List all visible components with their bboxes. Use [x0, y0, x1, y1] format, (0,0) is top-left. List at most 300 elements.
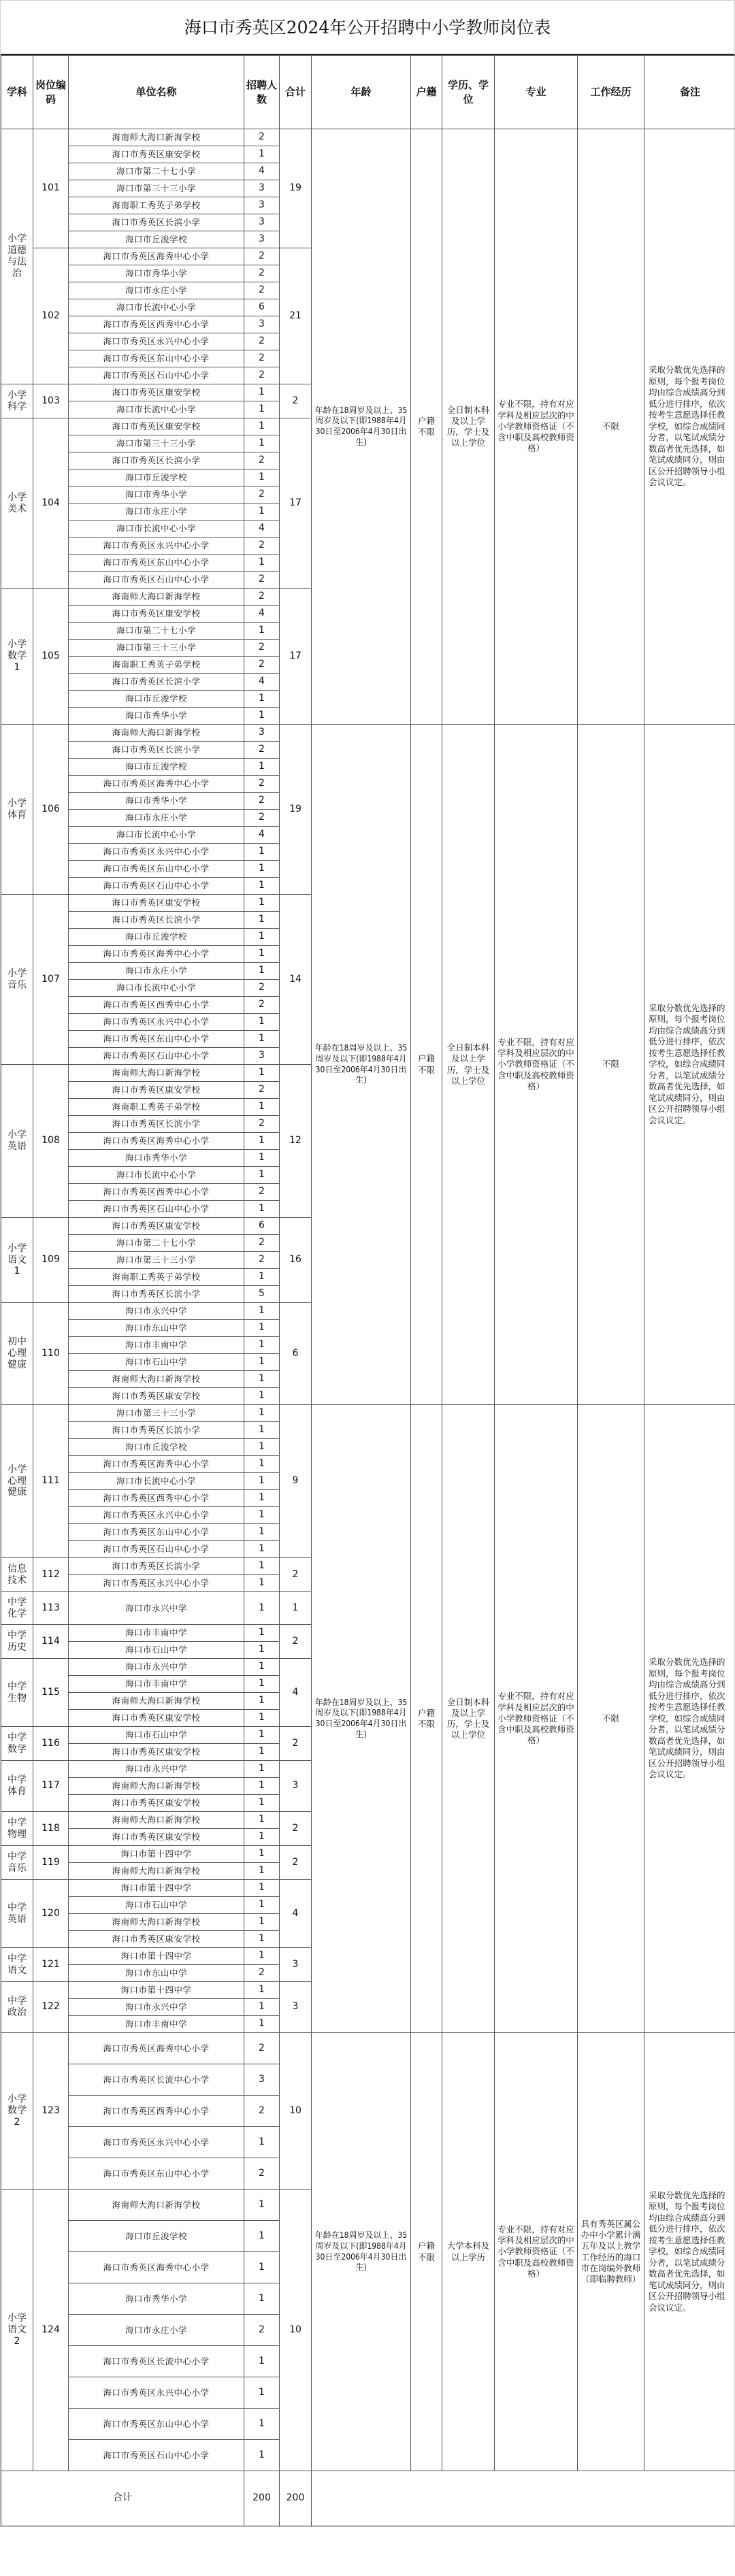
recruit-count: 1	[244, 435, 280, 452]
subject-label: 小学音乐	[7, 968, 27, 991]
unit-name: 海口市第二十七小学	[69, 623, 244, 640]
recruit-count: 4	[244, 163, 280, 180]
unit-name: 海口市秀英区长滨小学	[69, 214, 244, 231]
unit-name: 海口市秀英区海秀中心小学	[69, 946, 244, 963]
recruit-count: 1	[244, 1167, 280, 1184]
recruit-count: 1	[244, 1371, 280, 1388]
recruit-count: 4	[244, 827, 280, 844]
recruit-count: 1	[244, 1337, 280, 1354]
subject-label: 小学心理健康	[7, 1464, 27, 1498]
unit-name: 海口市秀英区永兴中心小学	[69, 333, 244, 350]
unit-name: 海口市秀英区康安学校	[69, 1218, 244, 1235]
subject-label: 小学美术	[7, 491, 27, 514]
recruit-count: 1	[244, 1065, 280, 1082]
unit-name: 海南职工秀英子弟学校	[69, 197, 244, 214]
recruit-count: 1	[244, 1133, 280, 1150]
unit-name: 海口市秀英区石山中心小学	[69, 572, 244, 589]
recruit-count: 1	[244, 1710, 280, 1727]
unit-name: 海口市秀英区西秀中心小学	[69, 316, 244, 333]
unit-name: 海口市秀英区长滨小学	[69, 1286, 244, 1303]
recruit-count: 3	[244, 725, 280, 742]
subject-label: 中学化学	[7, 1596, 27, 1619]
unit-name: 海口市秀英区永兴中心小学	[69, 1575, 244, 1592]
post-total: 2	[280, 1625, 312, 1659]
recruit-count: 2	[244, 333, 280, 350]
unit-name: 海口市永庄小学	[69, 2315, 244, 2346]
post-total: 19	[280, 129, 312, 248]
unit-name: 海南师大海口新海学校	[69, 1778, 244, 1795]
post-code: 104	[33, 418, 69, 589]
household-requirement: 户籍不限	[411, 1405, 442, 2033]
experience-requirement: 具有秀英区属公办中小学累计满五年及以上教学工作经历的海口市在岗编外教师（即临聘教师）	[578, 2033, 644, 2471]
subject-label: 小学体育	[7, 797, 27, 821]
unit-name: 海口市秀英区康安学校	[69, 384, 244, 401]
footer-recruit-total: 200	[244, 2471, 280, 2526]
recruit-count: 1	[244, 844, 280, 861]
recruit-count: 2	[244, 2158, 280, 2190]
table-row	[1, 129, 735, 146]
subject-label: 中学语文	[7, 1953, 27, 1976]
subject-cell	[1, 1982, 33, 2033]
post-code: 117	[33, 1761, 69, 1812]
recruit-count: 2	[244, 282, 280, 299]
unit-name: 海口市秀英区长滨小学	[69, 1422, 244, 1439]
unit-name: 海口市永庄小学	[69, 282, 244, 299]
post-total: 2	[280, 384, 312, 418]
unit-name: 海口市永兴中学	[69, 1303, 244, 1320]
recruit-count: 1	[244, 878, 280, 895]
post-total: 1	[280, 1592, 312, 1625]
header-age: 年龄	[312, 56, 411, 129]
subject-cell	[1, 2033, 33, 2190]
recruit-count: 1	[244, 1812, 280, 1829]
post-total: 3	[280, 1982, 312, 2033]
unit-name: 海南师大海口新海学校	[69, 2190, 244, 2221]
subject-cell	[1, 1761, 33, 1812]
post-total: 2	[280, 1812, 312, 1846]
subject-label: 中学物理	[7, 1817, 27, 1840]
post-code: 110	[33, 1303, 69, 1405]
recruit-count: 1	[244, 401, 280, 418]
unit-name: 海南职工秀英子弟学校	[69, 1269, 244, 1286]
recruit-count: 2	[244, 1965, 280, 1982]
recruit-count: 6	[244, 1218, 280, 1235]
recruit-count: 2	[244, 2096, 280, 2127]
recruit-count: 1	[244, 963, 280, 980]
recruit-count: 1	[244, 2440, 280, 2471]
recruit-count: 6	[244, 299, 280, 316]
unit-name: 海口市永庄小学	[69, 810, 244, 827]
recruit-count: 1	[244, 1744, 280, 1761]
subject-cell	[1, 1405, 33, 1558]
unit-name: 海口市永兴中学	[69, 1761, 244, 1778]
subject-label: 中学音乐	[7, 1851, 27, 1874]
recruit-count: 1	[244, 1829, 280, 1846]
unit-name: 海口市秀英区石山中心小学	[69, 1048, 244, 1065]
unit-name: 海口市丰南中学	[69, 1337, 244, 1354]
post-code: 123	[33, 2033, 69, 2190]
recruit-count: 1	[244, 1727, 280, 1744]
unit-name: 海口市秀英区海秀中心小学	[69, 248, 244, 265]
subject-label: 中学生物	[7, 1681, 27, 1704]
unit-name: 海口市秀华小学	[69, 708, 244, 725]
recruit-count: 1	[244, 895, 280, 912]
unit-name: 海口市丘浚学校	[69, 469, 244, 486]
header-household: 户籍	[411, 56, 442, 129]
major-requirement: 专业不限，持有对应学科及相应层次的中小学教师资格证（不含中职及高校教师资格）	[495, 2033, 578, 2471]
subject-label: 中学数学	[7, 1732, 27, 1755]
subject-cell	[1, 1065, 33, 1218]
unit-name: 海口市秀英区永兴中心小学	[69, 2127, 244, 2158]
unit-name: 海口市秀英区康安学校	[69, 1388, 244, 1405]
recruit-count: 1	[244, 1269, 280, 1286]
unit-name: 海口市秀英区海秀中心小学	[69, 2033, 244, 2064]
recruit-count: 2	[244, 1082, 280, 1099]
post-total: 2	[280, 1558, 312, 1592]
subject-cell	[1, 418, 33, 589]
post-total: 9	[280, 1405, 312, 1558]
post-total: 17	[280, 418, 312, 589]
subject-cell	[1, 1625, 33, 1659]
recruit-count: 1	[244, 1099, 280, 1116]
recruit-count: 1	[244, 1558, 280, 1575]
recruit-count: 3	[244, 180, 280, 197]
unit-name: 海口市秀英区康安学校	[69, 146, 244, 163]
post-code: 109	[33, 1218, 69, 1303]
post-total: 19	[280, 725, 312, 895]
recruit-count: 2	[244, 1184, 280, 1201]
household-requirement: 户籍不限	[411, 725, 442, 1405]
recruit-count: 1	[244, 2409, 280, 2440]
recruit-count: 2	[244, 589, 280, 606]
recruit-count: 1	[244, 2377, 280, 2409]
subject-label: 中学政治	[7, 1996, 27, 2018]
post-total: 6	[280, 1303, 312, 1405]
unit-name: 海口市秀英区永兴中心小学	[69, 538, 244, 555]
subject-cell	[1, 1846, 33, 1880]
header-education: 学历、学位	[442, 56, 495, 129]
subject-cell	[1, 895, 33, 1065]
recruit-count: 1	[244, 1897, 280, 1914]
post-code: 124	[33, 2190, 69, 2471]
recruit-count: 1	[244, 2016, 280, 2033]
recruit-count: 4	[244, 606, 280, 623]
header-unit-name: 单位名称	[69, 56, 244, 129]
unit-name: 海口市秀英区永兴中心小学	[69, 844, 244, 861]
unit-name: 海口市秀英区石山中心小学	[69, 878, 244, 895]
recruit-count: 1	[244, 503, 280, 521]
recruit-count: 1	[244, 1507, 280, 1524]
recruit-count: 1	[244, 146, 280, 163]
household-requirement: 户籍不限	[411, 2033, 442, 2471]
unit-name: 海口市秀英区西秀中心小学	[69, 1184, 244, 1201]
unit-name: 海口市秀英区海秀中心小学	[69, 1133, 244, 1150]
post-code: 120	[33, 1880, 69, 1948]
post-total: 16	[280, 1218, 312, 1303]
unit-name: 海口市秀华小学	[69, 793, 244, 810]
recruit-count: 1	[244, 2252, 280, 2283]
footer-empty	[312, 2471, 735, 2526]
unit-name: 海南师大海口新海学校	[69, 129, 244, 146]
recruit-count: 1	[244, 2221, 280, 2252]
recruit-count: 1	[244, 929, 280, 946]
post-code: 111	[33, 1405, 69, 1558]
post-code: 101	[33, 129, 69, 248]
post-total: 2	[280, 1727, 312, 1761]
unit-name: 海口市长流中心小学	[69, 521, 244, 538]
recruit-count: 2	[244, 793, 280, 810]
unit-name: 海口市秀英区康安学校	[69, 1710, 244, 1727]
recruit-count: 1	[244, 1541, 280, 1558]
unit-name: 海口市丘浚学校	[69, 691, 244, 708]
post-total: 10	[280, 2190, 312, 2471]
recruit-count: 2	[244, 776, 280, 793]
recruit-count: 2	[244, 538, 280, 555]
post-total: 4	[280, 1659, 312, 1727]
unit-name: 海口市秀英区长流中心小学	[69, 2064, 244, 2096]
unit-name: 海南师大海口新海学校	[69, 1812, 244, 1829]
education-requirement: 全日制本科及以上学历，学士及以上学位	[442, 1405, 495, 2033]
unit-name: 海口市长流中心小学	[69, 980, 244, 997]
unit-name: 海口市长流中心小学	[69, 1167, 244, 1184]
unit-name: 海口市长流中心小学	[69, 827, 244, 844]
recruit-count: 2	[244, 350, 280, 367]
recruit-count: 1	[244, 1354, 280, 1371]
unit-name: 海口市永庄小学	[69, 503, 244, 521]
recruit-count: 1	[244, 1795, 280, 1812]
subject-label: 小学道德与法治	[7, 233, 27, 279]
unit-name: 海口市秀英区永兴中心小学	[69, 2377, 244, 2409]
recruit-count: 1	[244, 1201, 280, 1218]
unit-name: 海口市秀英区长滨小学	[69, 912, 244, 929]
recruit-count: 1	[244, 1490, 280, 1507]
unit-name: 海口市第二十七小学	[69, 1235, 244, 1252]
unit-name: 海口市秀英区西秀中心小学	[69, 1490, 244, 1507]
header-notes: 备注	[644, 56, 735, 129]
subject-label: 信息技术	[7, 1563, 27, 1586]
unit-name: 海口市秀华小学	[69, 265, 244, 282]
notes-cell: 采取分数优先选择的原则，每个报考岗位均由综合成绩高分到低分进行排序，依次按考生意愿选择任教学校，如综合成绩同分者，以笔试成绩分数高者优先选择，如笔试成绩同分，则由区公开招聘领导小组会议议定。	[644, 725, 735, 1405]
subject-label: 小学数学1	[7, 639, 27, 673]
post-code: 115	[33, 1659, 69, 1727]
unit-name: 海口市永兴中学	[69, 1592, 244, 1625]
post-total: 14	[280, 895, 312, 1065]
recruit-count: 2	[244, 129, 280, 146]
header-subject: 学科	[1, 56, 33, 129]
post-code: 108	[33, 1065, 69, 1218]
recruit-count: 2	[244, 248, 280, 265]
unit-name: 海南师大海口新海学校	[69, 1914, 244, 1931]
subject-cell	[1, 2190, 33, 2471]
unit-name: 海南师大海口新海学校	[69, 1863, 244, 1880]
unit-name: 海口市秀英区石山中心小学	[69, 1541, 244, 1558]
age-requirement: 年龄在18周岁及以上、35周岁及以下(即1988年4月30日至2006年4月30日出生)	[312, 2033, 411, 2471]
unit-name: 海口市秀英区海秀中心小学	[69, 2252, 244, 2283]
unit-name: 海口市丘浚学校	[69, 2221, 244, 2252]
recruit-count: 1	[244, 1473, 280, 1490]
unit-name: 海口市东山中学	[69, 1320, 244, 1337]
subject-label: 中学体育	[7, 1774, 27, 1797]
table-body	[1, 129, 735, 2471]
unit-name: 海口市永庄小学	[69, 963, 244, 980]
unit-name: 海口市秀英区西秀中心小学	[69, 997, 244, 1014]
unit-name: 海口市秀英区长滨小学	[69, 674, 244, 691]
recruit-count: 2	[244, 1252, 280, 1269]
recruit-count: 2	[244, 1235, 280, 1252]
education-requirement: 大学本科及以上学历	[442, 2033, 495, 2471]
subject-cell	[1, 1659, 33, 1727]
recruit-count: 1	[244, 1846, 280, 1863]
unit-name: 海口市秀英区长滨小学	[69, 1558, 244, 1575]
unit-name: 海口市秀英区东山中心小学	[69, 555, 244, 572]
unit-name: 海口市石山中学	[69, 1727, 244, 1744]
education-requirement: 全日制本科及以上学历，学士及以上学位	[442, 725, 495, 1405]
unit-name: 海口市东山中学	[69, 1965, 244, 1982]
unit-name: 海口市秀英区石山中心小学	[69, 367, 244, 384]
recruit-count: 1	[244, 2127, 280, 2158]
post-code: 121	[33, 1948, 69, 1982]
post-code: 114	[33, 1625, 69, 1659]
recruit-count: 1	[244, 1456, 280, 1473]
footer-grand-total: 200	[280, 2471, 312, 2526]
recruit-count: 1	[244, 1982, 280, 1999]
subject-label: 初中心理健康	[7, 1336, 27, 1370]
unit-name: 海口市第三十三小学	[69, 1252, 244, 1269]
unit-name: 海南职工秀英子弟学校	[69, 1099, 244, 1116]
unit-name: 海口市秀英区东山中心小学	[69, 1031, 244, 1048]
recruit-count: 2	[244, 572, 280, 589]
unit-name: 海口市秀英区东山中心小学	[69, 1524, 244, 1541]
subject-cell	[1, 1218, 33, 1303]
unit-name: 海口市秀英区康安学校	[69, 1082, 244, 1099]
age-requirement: 年龄在18周岁及以上、35周岁及以下(即1988年4月30日至2006年4月30日出生)	[312, 129, 411, 725]
unit-name: 海口市第三十三小学	[69, 435, 244, 452]
subject-cell	[1, 1558, 33, 1592]
recruit-count: 1	[244, 1914, 280, 1931]
unit-name: 海口市长流中心小学	[69, 1473, 244, 1490]
post-code: 113	[33, 1592, 69, 1625]
post-total: 3	[280, 1948, 312, 1982]
recruit-count: 2	[244, 640, 280, 657]
post-code: 106	[33, 725, 69, 895]
recruit-count: 3	[244, 197, 280, 214]
post-code: 103	[33, 384, 69, 418]
major-requirement: 专业不限，持有对应学科及相应层次的中小学教师资格证（不含中职及高校教师资格）	[495, 1405, 578, 2033]
unit-name: 海口市第三十三小学	[69, 180, 244, 197]
unit-name: 海口市第二十七小学	[69, 163, 244, 180]
unit-name: 海口市丘浚学校	[69, 759, 244, 776]
unit-name: 海口市秀英区康安学校	[69, 1931, 244, 1948]
table-row	[1, 1405, 735, 1422]
age-requirement: 年龄在18周岁及以上、35周岁及以下(即1988年4月30日至2006年4月30日出生)	[312, 725, 411, 1405]
unit-name: 海口市秀英区长滨小学	[69, 1116, 244, 1133]
post-total: 12	[280, 1065, 312, 1218]
table-row	[1, 725, 735, 742]
recruit-count: 2	[244, 452, 280, 469]
unit-name: 海口市第三十三小学	[69, 1405, 244, 1422]
unit-name: 海口市秀英区康安学校	[69, 418, 244, 435]
post-total: 17	[280, 589, 312, 725]
recruit-count: 4	[244, 674, 280, 691]
recruit-count: 2	[244, 657, 280, 674]
post-total: 10	[280, 2033, 312, 2190]
subject-label: 中学英语	[7, 1902, 27, 1925]
recruit-count: 1	[244, 555, 280, 572]
unit-name: 海口市秀英区东山中心小学	[69, 861, 244, 878]
experience-requirement: 不限	[578, 725, 644, 1405]
unit-name: 海口市秀英区康安学校	[69, 1829, 244, 1846]
post-code: 102	[33, 248, 69, 384]
recruit-count: 1	[244, 1592, 280, 1625]
major-requirement: 专业不限，持有对应学科及相应层次的中小学教师资格证（不含中职及高校教师资格）	[495, 129, 578, 725]
unit-name: 海口市石山中学	[69, 1897, 244, 1914]
unit-name: 海口市秀英区海秀中心小学	[69, 1456, 244, 1473]
unit-name: 海口市石山中学	[69, 1354, 244, 1371]
unit-name: 海口市丰南中学	[69, 1676, 244, 1693]
recruit-count: 3	[244, 231, 280, 248]
subject-label: 小学英语	[7, 1129, 27, 1152]
unit-name: 海口市第十四中学	[69, 1880, 244, 1897]
recruit-count: 1	[244, 1405, 280, 1422]
recruit-count: 1	[244, 418, 280, 435]
recruit-count: 2	[244, 980, 280, 997]
recruit-count: 1	[244, 384, 280, 401]
header-major: 专业	[495, 56, 578, 129]
recruit-count: 1	[244, 1320, 280, 1337]
subject-cell	[1, 1948, 33, 1982]
unit-name: 海南师大海口新海学校	[69, 589, 244, 606]
recruit-count: 2	[244, 2315, 280, 2346]
subject-label: 小学数学2	[7, 2094, 27, 2128]
unit-name: 海口市丘浚学校	[69, 231, 244, 248]
age-requirement: 年龄在18周岁及以上、35周岁及以下(即1988年4月30日至2006年4月30日出生)	[312, 1405, 411, 2033]
unit-name: 海口市秀英区永兴中心小学	[69, 1014, 244, 1031]
recruit-count: 2	[244, 367, 280, 384]
recruit-count: 2	[244, 1116, 280, 1133]
post-total: 2	[280, 1846, 312, 1880]
recruit-count: 1	[244, 1422, 280, 1439]
unit-name: 海口市秀英区长滨小学	[69, 452, 244, 469]
recruit-count: 1	[244, 2283, 280, 2315]
subject-cell	[1, 384, 33, 418]
unit-name: 海南师大海口新海学校	[69, 1371, 244, 1388]
unit-name: 海口市丰南中学	[69, 2016, 244, 2033]
subject-cell	[1, 129, 33, 384]
recruit-count: 1	[244, 1524, 280, 1541]
recruit-count: 1	[244, 1948, 280, 1965]
unit-name: 海口市永兴中学	[69, 1659, 244, 1676]
unit-name: 海口市秀英区东山中心小学	[69, 350, 244, 367]
unit-name: 海口市秀英区石山中心小学	[69, 2440, 244, 2471]
recruit-count: 2	[244, 810, 280, 827]
unit-name: 海口市永兴中学	[69, 1999, 244, 2016]
unit-name: 海口市秀英区海秀中心小学	[69, 776, 244, 793]
recruit-count: 2	[244, 742, 280, 759]
household-requirement: 户籍不限	[411, 129, 442, 725]
recruit-count: 1	[244, 1693, 280, 1710]
recruit-count: 1	[244, 691, 280, 708]
recruit-count: 2	[244, 265, 280, 282]
header-recruit-count: 招聘人数	[244, 56, 280, 129]
education-requirement: 全日制本科及以上学历，学士及以上学位	[442, 129, 495, 725]
recruit-count: 3	[244, 214, 280, 231]
header-experience: 工作经历	[578, 56, 644, 129]
unit-name: 海口市第十四中学	[69, 1846, 244, 1863]
unit-name: 海口市秀英区长流中心小学	[69, 2346, 244, 2377]
unit-name: 海口市丘浚学校	[69, 1439, 244, 1456]
recruit-count: 1	[244, 1863, 280, 1880]
recruit-count: 1	[244, 1778, 280, 1795]
